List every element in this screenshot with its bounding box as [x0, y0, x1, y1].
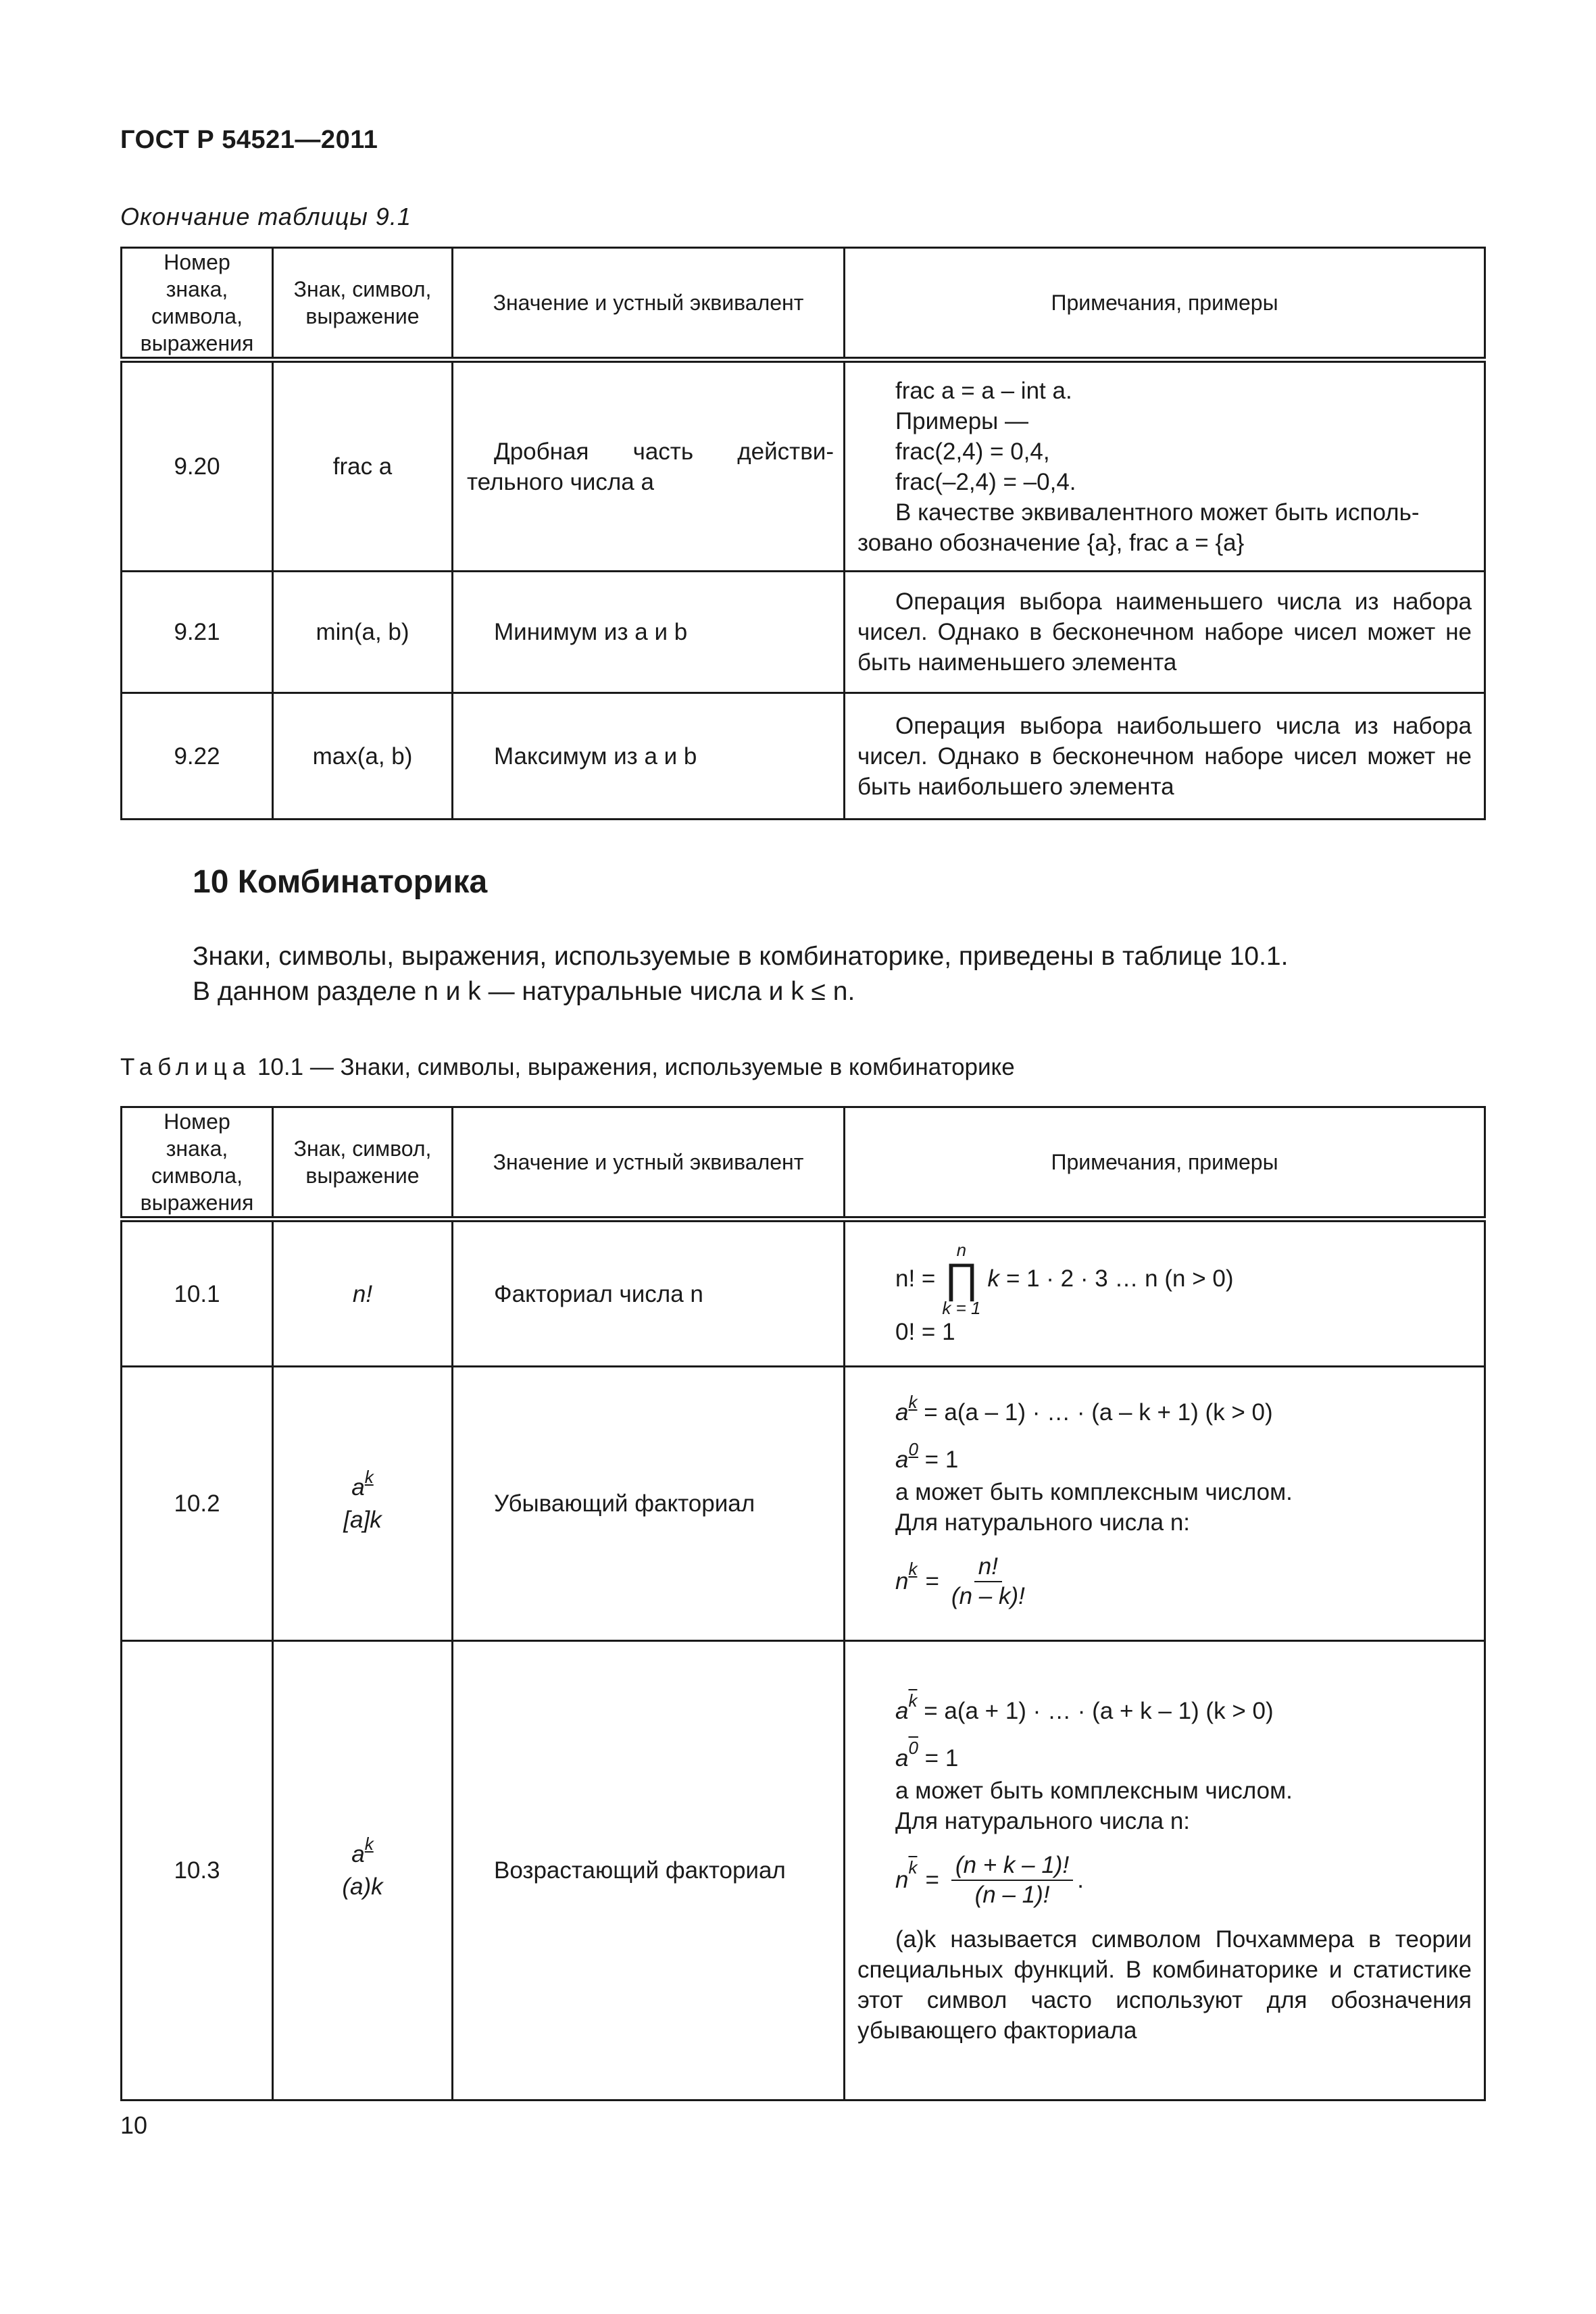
row-notes — [845, 1367, 1485, 1641]
note-line: зовано обозначение {a}, frac a = {a} — [857, 529, 1245, 556]
symbol-base: a — [351, 1841, 365, 1867]
row-number: 9.20 — [122, 360, 273, 572]
table-row — [122, 693, 1485, 820]
formula-line: $a^0 = 1$ — [895, 1737, 959, 1771]
table-header-row — [122, 248, 1485, 360]
row-number: 10.3 — [122, 1641, 273, 2101]
fraction: $\frac{n!}{(n - k)!}$ — [951, 1553, 1025, 1609]
table-row — [122, 360, 1485, 572]
note-text: Операция выбора наибольшего числа из набора чисел. Однако в бесконечном наборе чисел может не быть наибольшего элемента — [857, 712, 1472, 800]
col-header-notes: Примечания, примеры — [845, 1107, 1485, 1219]
document-code: ГОСТ Р 54521—2011 — [120, 126, 378, 154]
col-header-symbol: Знак, символ, выражение — [273, 248, 453, 360]
symbol-alt: (a)k — [342, 1873, 383, 1900]
formula-line: $a^0 = 1$ — [895, 1438, 959, 1473]
row-number: 9.22 — [122, 693, 273, 820]
note-text: (a)k называется символом Почхаммера в теории специальных функций. В комбинаторике и статистике этот символ часто используют для обозначения убывающего факториала — [857, 1926, 1472, 2044]
table-10-1-caption — [120, 1054, 1015, 1081]
product-sign: ∏ — [944, 1255, 979, 1302]
formula-line: n $\overline{k}$ = $\frac{(n + k - 1)!}{(n - 1)!}$ . — [895, 1851, 1084, 1908]
page-number: 10 — [120, 2111, 148, 2139]
formula-rhs: = 1 · 2 · 3 … n (n > 0) — [1005, 1265, 1234, 1292]
product-symbol — [942, 1241, 980, 1317]
row-meaning: Возрастающий факториал — [453, 1641, 845, 2101]
formula-line: $a^{\overline{k}} = a(a + 1)$ · … · (a + k – 1) (k > 0) — [895, 1690, 1274, 1724]
row-number: 10.2 — [122, 1367, 273, 1641]
row-symbol: n! — [273, 1219, 453, 1367]
row-meaning — [453, 360, 845, 572]
product-upper: n — [956, 1239, 967, 1260]
row-meaning: Максимум из a и b — [453, 693, 845, 820]
row-symbol: max(a, b) — [273, 693, 453, 820]
row-notes — [845, 1641, 1485, 2101]
row-number: 10.1 — [122, 1219, 273, 1367]
meaning-line-2: тельного числа a — [467, 468, 654, 495]
continuation-caption: Окончание таблицы 9.1 — [120, 203, 412, 230]
symbol-sup: k — [364, 1467, 374, 1487]
section-title: 10 Комбинаторика — [193, 864, 488, 900]
row-symbol: min(a, b) — [273, 572, 453, 693]
note-line: Для натурального числа n: — [895, 1807, 1191, 1834]
note-line: a может быть комплексным числом. — [895, 1777, 1293, 1804]
symbol-alt: [a]k — [343, 1507, 382, 1533]
formula-line: n k = $\frac{n!}{(n - k)!}$ — [895, 1553, 1025, 1609]
formula-zero: 0! = 1 — [895, 1318, 955, 1345]
note-line: Для натурального числа n: — [895, 1509, 1191, 1536]
note-line: В качестве эквивалентного может быть исполь- — [895, 499, 1420, 526]
section-paragraph-2: В данном разделе n и k — натуральные числа и k ≤ n. — [193, 977, 855, 1006]
row-number: 9.21 — [122, 572, 273, 693]
symbol-sup: k — [364, 1834, 374, 1854]
row-meaning: Минимум из a и b — [453, 572, 845, 693]
table-row — [122, 1219, 1485, 1367]
note-text: Операция выбора наименьшего числа из набора чисел. Однако в бесконечном наборе чисел может не быть наименьшего элемента — [857, 588, 1472, 676]
col-header-symbol: Знак, символ, выражение — [273, 1107, 453, 1219]
caption-word: Таблица — [120, 1054, 251, 1080]
table-row — [122, 572, 1485, 693]
formula-k: k — [987, 1265, 999, 1292]
row-symbol — [273, 1367, 453, 1641]
col-header-meaning: Значение и устный эквивалент — [453, 1107, 845, 1219]
col-header-number: Номер знака, символа, выражения — [122, 1107, 273, 1219]
table-row — [122, 1641, 1485, 2101]
formula-line: $a^k = a(a - 1)$ · … · (a – k + 1) (k > 0) — [895, 1391, 1273, 1426]
formula-lhs: n! = — [895, 1265, 936, 1292]
note-line: Примеры — — [895, 407, 1029, 434]
product-lower: k = 1 — [942, 1297, 981, 1318]
col-header-number: Номер знака, символа, выражения — [122, 248, 273, 360]
fraction: $\frac{(n + k - 1)!}{(n - 1)!}$ — [951, 1851, 1073, 1909]
row-meaning: Убывающий факториал — [453, 1367, 845, 1641]
table-9-1 — [120, 247, 1486, 820]
section-paragraph-1: Знаки, символы, выражения, используемые в комбинаторике, приведены в таблице 10.1. — [193, 942, 1289, 971]
row-notes — [845, 360, 1485, 572]
table-10-1 — [120, 1106, 1486, 2101]
note-line: frac a = a – int a. — [895, 377, 1072, 404]
row-notes — [845, 1219, 1485, 1367]
col-header-notes: Примечания, примеры — [845, 248, 1485, 360]
caption-rest: 10.1 — Знаки, символы, выражения, используемые в комбинаторике — [257, 1054, 1015, 1080]
row-notes — [845, 693, 1485, 820]
row-symbol: frac a — [273, 360, 453, 572]
col-header-meaning: Значение и устный эквивалент — [453, 248, 845, 360]
note-line: frac(–2,4) = –0,4. — [895, 468, 1076, 495]
row-symbol — [273, 1641, 453, 2101]
row-notes — [845, 572, 1485, 693]
note-line: a может быть комплексным числом. — [895, 1478, 1293, 1505]
table-header-row — [122, 1107, 1485, 1219]
note-line: frac(2,4) = 0,4, — [895, 438, 1050, 465]
row-meaning: Факториал числа n — [453, 1219, 845, 1367]
meaning-line-1: Дробная часть действи- — [494, 438, 834, 465]
table-row — [122, 1367, 1485, 1641]
factorial-formula — [895, 1241, 1472, 1317]
symbol-base: a — [351, 1474, 365, 1501]
